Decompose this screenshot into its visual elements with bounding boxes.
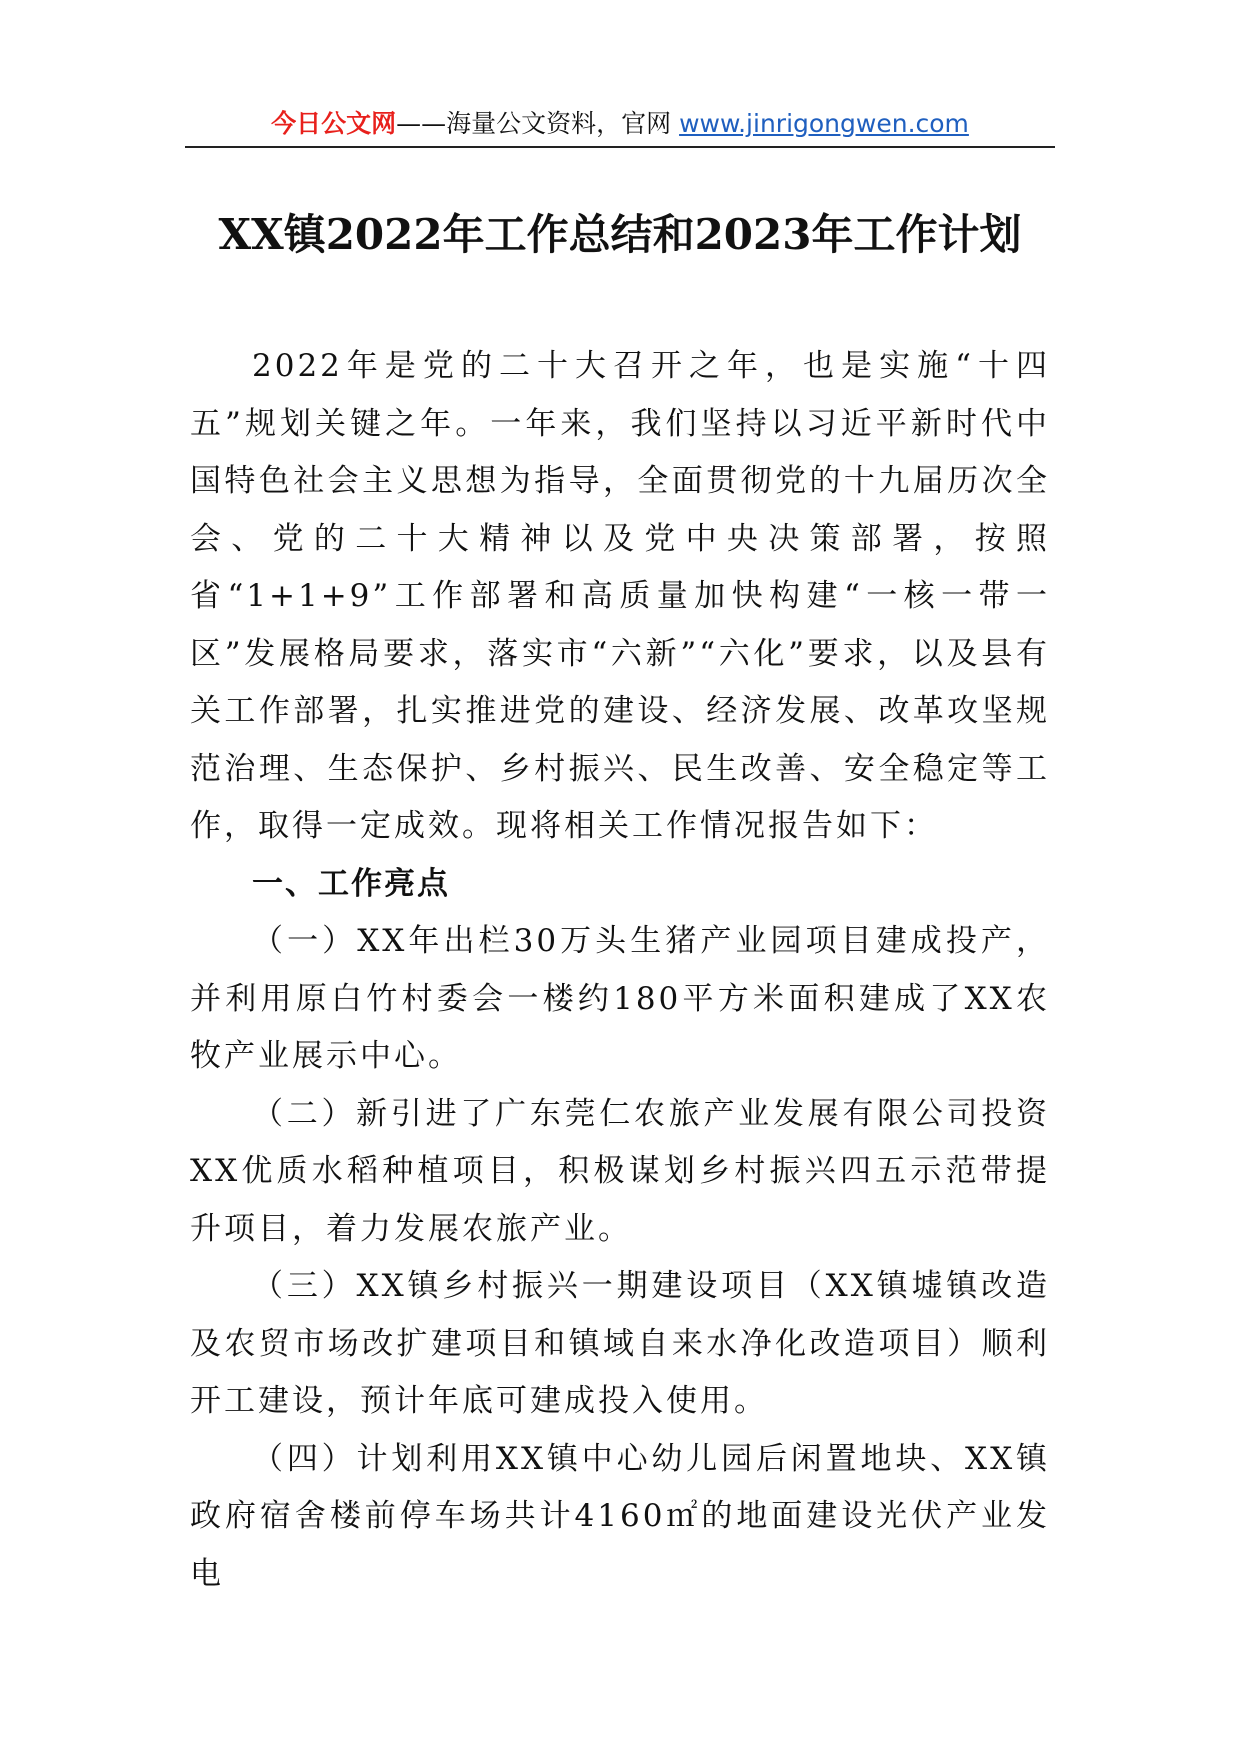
intro-paragraph: 2022年是党的二十大召开之年，也是实施“十四五”规划关键之年。一年来，我们坚持以习近平新时代中国特色社会主义思想为指导，全面贯彻党的十九届历次全会、党的二十大精神以及党中央决策部署，按照省“1+1+9”工作部署和高质量加快构建“一核一带一区”发展格局要求，落实市“六新”“六化”要求，以及县有关工作部署，扎实推进党的建设、经济发展、改革攻坚规范治理、生态保护、乡村振兴、民生改善、安全稳定等工作，取得一定成效。现将相关工作情况报告如下： bbox=[190, 348, 1050, 844]
site-url-link[interactable]: www.jinrigongwen.com bbox=[679, 109, 969, 138]
list-item: （四）计划利用XX镇中心幼儿园后闲置地块、XX镇政府宿舍楼前停车场共计4160㎡的地面建设光伏产业发电 bbox=[190, 1440, 1050, 1592]
list-item: （三）XX镇乡村振兴一期建设项目（XX镇墟镇改造及农贸市场改扩建项目和镇域自来水净化改造项目）顺利开工建设，预计年底可建成投入使用。 bbox=[190, 1268, 1050, 1419]
section-heading: 一、工作亮点 bbox=[252, 865, 450, 902]
site-brand: 今日公文网 bbox=[271, 109, 397, 138]
list-item: （二）新引进了广东莞仁农旅产业发展有限公司投资XX优质水稻种植项目，积极谋划乡村振兴四五示范带提升项目，着力发展农旅产业。 bbox=[190, 1095, 1050, 1247]
site-tagline: ——海量公文资料，官网 bbox=[396, 109, 680, 138]
document-body bbox=[190, 338, 1050, 1603]
site-header bbox=[185, 104, 1055, 144]
header-divider bbox=[185, 146, 1055, 148]
list-item: （一）XX年出栏30万头生猪产业园项目建成投产，并利用原白竹村委会一楼约180平方米面积建成了XX农牧产业展示中心。 bbox=[190, 923, 1050, 1074]
document-title: XX镇2022年工作总结和2023年工作计划 bbox=[218, 210, 1022, 259]
